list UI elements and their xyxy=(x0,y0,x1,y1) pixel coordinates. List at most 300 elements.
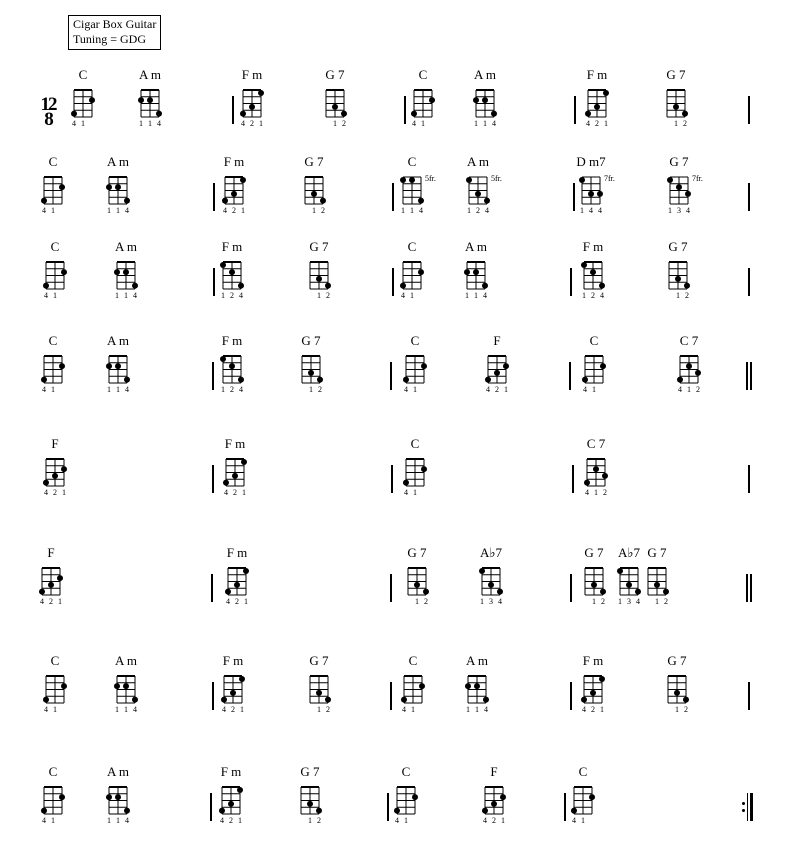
bar-line xyxy=(211,574,213,602)
bar-line xyxy=(572,465,574,493)
finger-dot xyxy=(603,90,609,96)
finger-dot xyxy=(421,466,427,472)
chord-name: G 7 xyxy=(309,239,329,254)
finger-number: 2 xyxy=(49,597,53,606)
chord-name: C xyxy=(50,239,60,254)
finger-number: 1 xyxy=(467,206,471,215)
finger-dot xyxy=(325,697,331,703)
finger-dot xyxy=(39,589,45,595)
finger-dot xyxy=(474,683,480,689)
finger-dot xyxy=(71,111,77,117)
chord-diagram xyxy=(387,240,437,310)
finger-number: 4 xyxy=(582,705,586,714)
chord-name: C xyxy=(578,764,588,779)
finger-dot xyxy=(429,97,435,103)
double-bar-line xyxy=(750,362,752,390)
finger-dot xyxy=(491,801,497,807)
finger-dot xyxy=(394,808,400,814)
chord-diagram xyxy=(93,765,143,835)
chord-diagram xyxy=(388,654,438,724)
finger-number: 3 xyxy=(627,597,631,606)
finger-dot xyxy=(240,177,246,183)
finger-dot xyxy=(225,589,231,595)
finger-number: 4 xyxy=(42,385,46,394)
finger-number: 4 xyxy=(598,206,602,215)
finger-number: 1 xyxy=(53,291,57,300)
chord-diagram xyxy=(664,334,714,404)
finger-dot xyxy=(123,683,129,689)
finger-dot xyxy=(588,191,594,197)
bar-line xyxy=(574,96,576,124)
finger-number: 2 xyxy=(229,816,233,825)
finger-number: 2 xyxy=(233,488,237,497)
repeat-end-bar xyxy=(747,793,748,821)
finger-dot xyxy=(594,104,600,110)
finger-dot xyxy=(231,191,237,197)
chord-name: G 7 xyxy=(667,653,687,668)
chord-name: G 7 xyxy=(325,67,345,82)
bar-line xyxy=(748,96,750,124)
fretboard-grid xyxy=(569,334,629,404)
finger-number: 2 xyxy=(495,385,499,394)
finger-dot xyxy=(243,568,249,574)
finger-dot xyxy=(484,198,490,204)
finger-number: 1 xyxy=(618,597,622,606)
chord-name: A m xyxy=(466,154,490,169)
finger-number: 1 xyxy=(115,705,119,714)
finger-number: 1 xyxy=(53,705,57,714)
finger-dot xyxy=(421,363,427,369)
finger-number: 2 xyxy=(230,291,234,300)
finger-number: 4 xyxy=(404,488,408,497)
finger-dot xyxy=(258,90,264,96)
finger-dot xyxy=(482,283,488,289)
bar-line xyxy=(748,682,750,710)
finger-dot xyxy=(61,683,67,689)
finger-dot xyxy=(591,582,597,588)
finger-dot xyxy=(483,697,489,703)
finger-dot xyxy=(237,787,243,793)
finger-number: 1 xyxy=(116,385,120,394)
finger-dot xyxy=(418,198,424,204)
finger-number: 4 xyxy=(40,597,44,606)
finger-number: 1 xyxy=(676,291,680,300)
chord-name: F m xyxy=(223,154,245,169)
fretboard-grid xyxy=(93,765,153,835)
chord-name: A m xyxy=(106,764,130,779)
finger-dot xyxy=(418,269,424,275)
finger-dot xyxy=(230,690,236,696)
finger-number: 1 xyxy=(466,705,470,714)
double-bar-line xyxy=(746,362,748,390)
fretboard-grid xyxy=(289,155,349,225)
finger-dot xyxy=(674,690,680,696)
fretboard-grid xyxy=(387,240,447,310)
chord-name: A m xyxy=(473,67,497,82)
chord-diagram xyxy=(310,68,360,138)
chord-diagram xyxy=(294,240,344,310)
finger-dot xyxy=(663,589,669,595)
fretboard-grid xyxy=(466,546,526,616)
chord-diagram xyxy=(451,240,501,310)
fretboard-grid xyxy=(210,437,270,507)
fret-position-label: 7fr. xyxy=(692,174,703,183)
finger-number: 4 xyxy=(586,119,590,128)
finger-dot xyxy=(311,191,317,197)
fretboard-grid xyxy=(566,155,626,225)
finger-number: 1 xyxy=(62,488,66,497)
chord-diagram xyxy=(390,437,440,507)
finger-number: 1 xyxy=(107,206,111,215)
finger-number: 1 xyxy=(312,206,316,215)
finger-number: 1 xyxy=(480,597,484,606)
finger-number: 2 xyxy=(595,119,599,128)
finger-dot xyxy=(308,370,314,376)
finger-dot xyxy=(106,184,112,190)
finger-number: 1 xyxy=(148,119,152,128)
chord-name: C xyxy=(408,653,418,668)
chord-diagram xyxy=(653,240,703,310)
finger-number: 4 xyxy=(224,488,228,497)
finger-dot xyxy=(61,466,67,472)
finger-number: 3 xyxy=(677,206,681,215)
finger-number: 1 xyxy=(410,291,414,300)
chord-diagram xyxy=(652,654,702,724)
finger-number: 1 xyxy=(604,119,608,128)
finger-dot xyxy=(57,575,63,581)
finger-dot xyxy=(114,269,120,275)
finger-dot xyxy=(123,269,129,275)
fretboard-grid xyxy=(28,765,88,835)
chord-name: C xyxy=(48,764,58,779)
finger-number: 2 xyxy=(683,119,687,128)
song-title: Cigar Box Guitar xyxy=(73,17,157,31)
chord-diagram xyxy=(387,155,437,225)
finger-number: 4 xyxy=(133,705,137,714)
finger-dot xyxy=(466,177,472,183)
finger-number: 2 xyxy=(235,597,239,606)
finger-dot xyxy=(494,370,500,376)
chord-name: G 7 xyxy=(304,154,324,169)
finger-dot xyxy=(400,283,406,289)
chord-diagram xyxy=(30,654,80,724)
finger-dot xyxy=(582,377,588,383)
chord-name: C xyxy=(401,764,411,779)
chord-diagram xyxy=(58,68,108,138)
finger-number: 1 xyxy=(259,119,263,128)
fretboard-grid xyxy=(26,546,86,616)
chord-diagram xyxy=(125,68,175,138)
finger-dot xyxy=(114,683,120,689)
chord-name: A m xyxy=(106,154,130,169)
finger-number: 1 xyxy=(655,597,659,606)
chord-diagram xyxy=(285,765,335,835)
finger-dot xyxy=(485,377,491,383)
fretboard-grid xyxy=(651,68,711,138)
finger-number: 2 xyxy=(326,291,330,300)
finger-number: 1 xyxy=(51,206,55,215)
finger-dot xyxy=(156,111,162,117)
finger-dot xyxy=(403,377,409,383)
time-signature xyxy=(37,94,59,130)
double-bar-line xyxy=(750,574,752,602)
fretboard-grid xyxy=(571,437,631,507)
finger-number: 2 xyxy=(231,705,235,714)
fret-position-label: 5fr. xyxy=(491,174,502,183)
finger-dot xyxy=(593,466,599,472)
fretboard-grid xyxy=(212,546,272,616)
chord-diagram xyxy=(207,334,257,404)
finger-number: 1 xyxy=(242,488,246,497)
finger-dot xyxy=(106,363,112,369)
finger-number: 4 xyxy=(585,488,589,497)
bar-line xyxy=(570,574,572,602)
finger-dot xyxy=(89,97,95,103)
finger-number: 2 xyxy=(696,385,700,394)
finger-number: 4 xyxy=(589,206,593,215)
chord-name: C xyxy=(418,67,428,82)
fretboard-grid xyxy=(452,654,512,724)
finger-number: 2 xyxy=(230,385,234,394)
bar-line xyxy=(748,268,750,296)
finger-dot xyxy=(414,582,420,588)
finger-number: 4 xyxy=(401,291,405,300)
finger-number: 4 xyxy=(583,385,587,394)
finger-number: 4 xyxy=(636,597,640,606)
finger-dot xyxy=(61,269,67,275)
bar-line xyxy=(387,793,389,821)
finger-number: 2 xyxy=(601,597,605,606)
finger-number: 1 xyxy=(124,291,128,300)
finger-number: 1 xyxy=(475,705,479,714)
finger-dot xyxy=(685,191,691,197)
chord-name: C xyxy=(48,154,58,169)
chord-name: F xyxy=(51,436,59,451)
finger-dot xyxy=(412,794,418,800)
finger-dot xyxy=(41,198,47,204)
chord-name: C xyxy=(589,333,599,348)
finger-number: 2 xyxy=(685,291,689,300)
finger-number: 2 xyxy=(326,705,330,714)
finger-number: 1 xyxy=(58,597,62,606)
finger-number: 1 xyxy=(317,291,321,300)
fretboard-grid xyxy=(93,155,153,225)
finger-dot xyxy=(617,568,623,574)
finger-dot xyxy=(675,276,681,282)
finger-dot xyxy=(238,377,244,383)
fretboard-grid xyxy=(208,654,268,724)
chord-name: C xyxy=(50,653,60,668)
finger-number: 1 xyxy=(465,291,469,300)
chord-diagram xyxy=(654,155,704,225)
finger-number: 1 xyxy=(421,119,425,128)
finger-dot xyxy=(600,363,606,369)
finger-dot xyxy=(682,111,688,117)
finger-number: 4 xyxy=(125,385,129,394)
fretboard-grid xyxy=(101,654,161,724)
finger-dot xyxy=(223,480,229,486)
finger-number: 4 xyxy=(678,385,682,394)
chord-name: G 7 xyxy=(300,764,320,779)
finger-number: 2 xyxy=(317,816,321,825)
chord-name: D m7 xyxy=(576,154,606,169)
chord-name: F m xyxy=(222,653,244,668)
chord-name: C 7 xyxy=(586,436,606,451)
finger-number: 1 xyxy=(107,385,111,394)
finger-number: 2 xyxy=(232,206,236,215)
chord-diagram xyxy=(208,654,258,724)
chord-diagram xyxy=(289,155,339,225)
finger-number: 2 xyxy=(492,816,496,825)
finger-number: 1 xyxy=(401,206,405,215)
finger-number: 1 xyxy=(594,488,598,497)
finger-dot xyxy=(464,269,470,275)
finger-number: 1 xyxy=(668,206,672,215)
finger-number: 4 xyxy=(125,206,129,215)
bar-line xyxy=(404,96,406,124)
chord-diagram xyxy=(286,334,336,404)
bar-line xyxy=(232,96,234,124)
fretboard-grid xyxy=(227,68,287,138)
finger-number: 1 xyxy=(415,597,419,606)
chord-name: G 7 xyxy=(668,239,688,254)
finger-dot xyxy=(219,808,225,814)
chord-name: G 7 xyxy=(407,545,427,560)
fretboard-grid xyxy=(392,546,452,616)
fretboard-grid xyxy=(294,654,354,724)
finger-number: 1 xyxy=(116,816,120,825)
finger-number: 1 xyxy=(221,385,225,394)
finger-number: 4 xyxy=(157,119,161,128)
finger-number: 3 xyxy=(489,597,493,606)
finger-dot xyxy=(234,582,240,588)
finger-dot xyxy=(229,363,235,369)
fretboard-grid xyxy=(209,155,269,225)
finger-number: 1 xyxy=(592,385,596,394)
bar-line xyxy=(391,465,393,493)
fretboard-grid xyxy=(652,654,712,724)
finger-dot xyxy=(220,262,226,268)
finger-dot xyxy=(684,283,690,289)
finger-number: 1 xyxy=(51,816,55,825)
finger-number: 1 xyxy=(411,705,415,714)
chord-name: F m xyxy=(582,239,604,254)
fretboard-grid xyxy=(653,240,713,310)
fretboard-grid xyxy=(58,68,118,138)
finger-dot xyxy=(249,104,255,110)
finger-dot xyxy=(43,283,49,289)
chord-diagram xyxy=(206,765,256,835)
chord-name: A m xyxy=(138,67,162,82)
chord-diagram xyxy=(571,437,621,507)
chord-name: C xyxy=(48,333,58,348)
chord-diagram xyxy=(212,546,262,616)
chord-diagram xyxy=(568,654,618,724)
finger-dot xyxy=(409,177,415,183)
finger-number: 1 xyxy=(582,291,586,300)
fretboard-grid xyxy=(632,546,692,616)
fretboard-grid xyxy=(451,240,511,310)
finger-number: 1 xyxy=(240,705,244,714)
time-signature-top: 12 xyxy=(40,94,56,115)
bar-line xyxy=(573,183,575,211)
finger-number: 1 xyxy=(674,119,678,128)
finger-dot xyxy=(307,801,313,807)
chord-name: F m xyxy=(221,333,243,348)
chord-diagram xyxy=(466,546,516,616)
repeat-end-bar xyxy=(750,793,753,821)
finger-number: 1 xyxy=(504,385,508,394)
finger-number: 2 xyxy=(318,385,322,394)
repeat-dot xyxy=(742,809,745,812)
chord-diagram xyxy=(30,437,80,507)
finger-number: 4 xyxy=(419,206,423,215)
fretboard-grid xyxy=(453,155,513,225)
finger-dot xyxy=(419,683,425,689)
chord-name: G 7 xyxy=(584,545,604,560)
chord-diagram xyxy=(294,654,344,724)
chord-name: F xyxy=(493,333,501,348)
chord-name: C xyxy=(410,333,420,348)
fretboard-grid xyxy=(28,155,88,225)
finger-dot xyxy=(59,184,65,190)
finger-number: 1 xyxy=(413,488,417,497)
finger-dot xyxy=(115,363,121,369)
finger-number: 1 xyxy=(241,206,245,215)
finger-number: 4 xyxy=(686,206,690,215)
finger-dot xyxy=(677,377,683,383)
finger-dot xyxy=(403,480,409,486)
finger-dot xyxy=(132,283,138,289)
chord-diagram xyxy=(469,765,519,835)
finger-dot xyxy=(473,97,479,103)
chord-diagram xyxy=(93,334,143,404)
finger-number: 2 xyxy=(321,206,325,215)
finger-dot xyxy=(581,262,587,268)
bar-line xyxy=(748,183,750,211)
finger-number: 1 xyxy=(501,816,505,825)
finger-dot xyxy=(500,794,506,800)
bar-line xyxy=(212,682,214,710)
finger-number: 4 xyxy=(412,119,416,128)
chord-name: A m xyxy=(114,239,138,254)
finger-dot xyxy=(221,697,227,703)
repeat-dot xyxy=(742,802,745,805)
finger-dot xyxy=(124,198,130,204)
finger-number: 2 xyxy=(53,488,57,497)
finger-dot xyxy=(465,683,471,689)
finger-number: 1 xyxy=(410,206,414,215)
title-box xyxy=(68,15,161,50)
finger-dot xyxy=(667,177,673,183)
bar-line xyxy=(570,682,572,710)
finger-dot xyxy=(341,111,347,117)
finger-dot xyxy=(232,473,238,479)
finger-number: 1 xyxy=(474,119,478,128)
fretboard-grid xyxy=(387,155,447,225)
chord-name: G 7 xyxy=(669,154,689,169)
fretboard-grid xyxy=(294,240,354,310)
chord-name: A m xyxy=(106,333,130,348)
finger-dot xyxy=(41,377,47,383)
finger-number: 4 xyxy=(220,816,224,825)
finger-number: 4 xyxy=(484,705,488,714)
finger-dot xyxy=(41,808,47,814)
finger-number: 2 xyxy=(476,206,480,215)
finger-dot xyxy=(115,794,121,800)
finger-dot xyxy=(106,794,112,800)
finger-number: 1 xyxy=(413,385,417,394)
